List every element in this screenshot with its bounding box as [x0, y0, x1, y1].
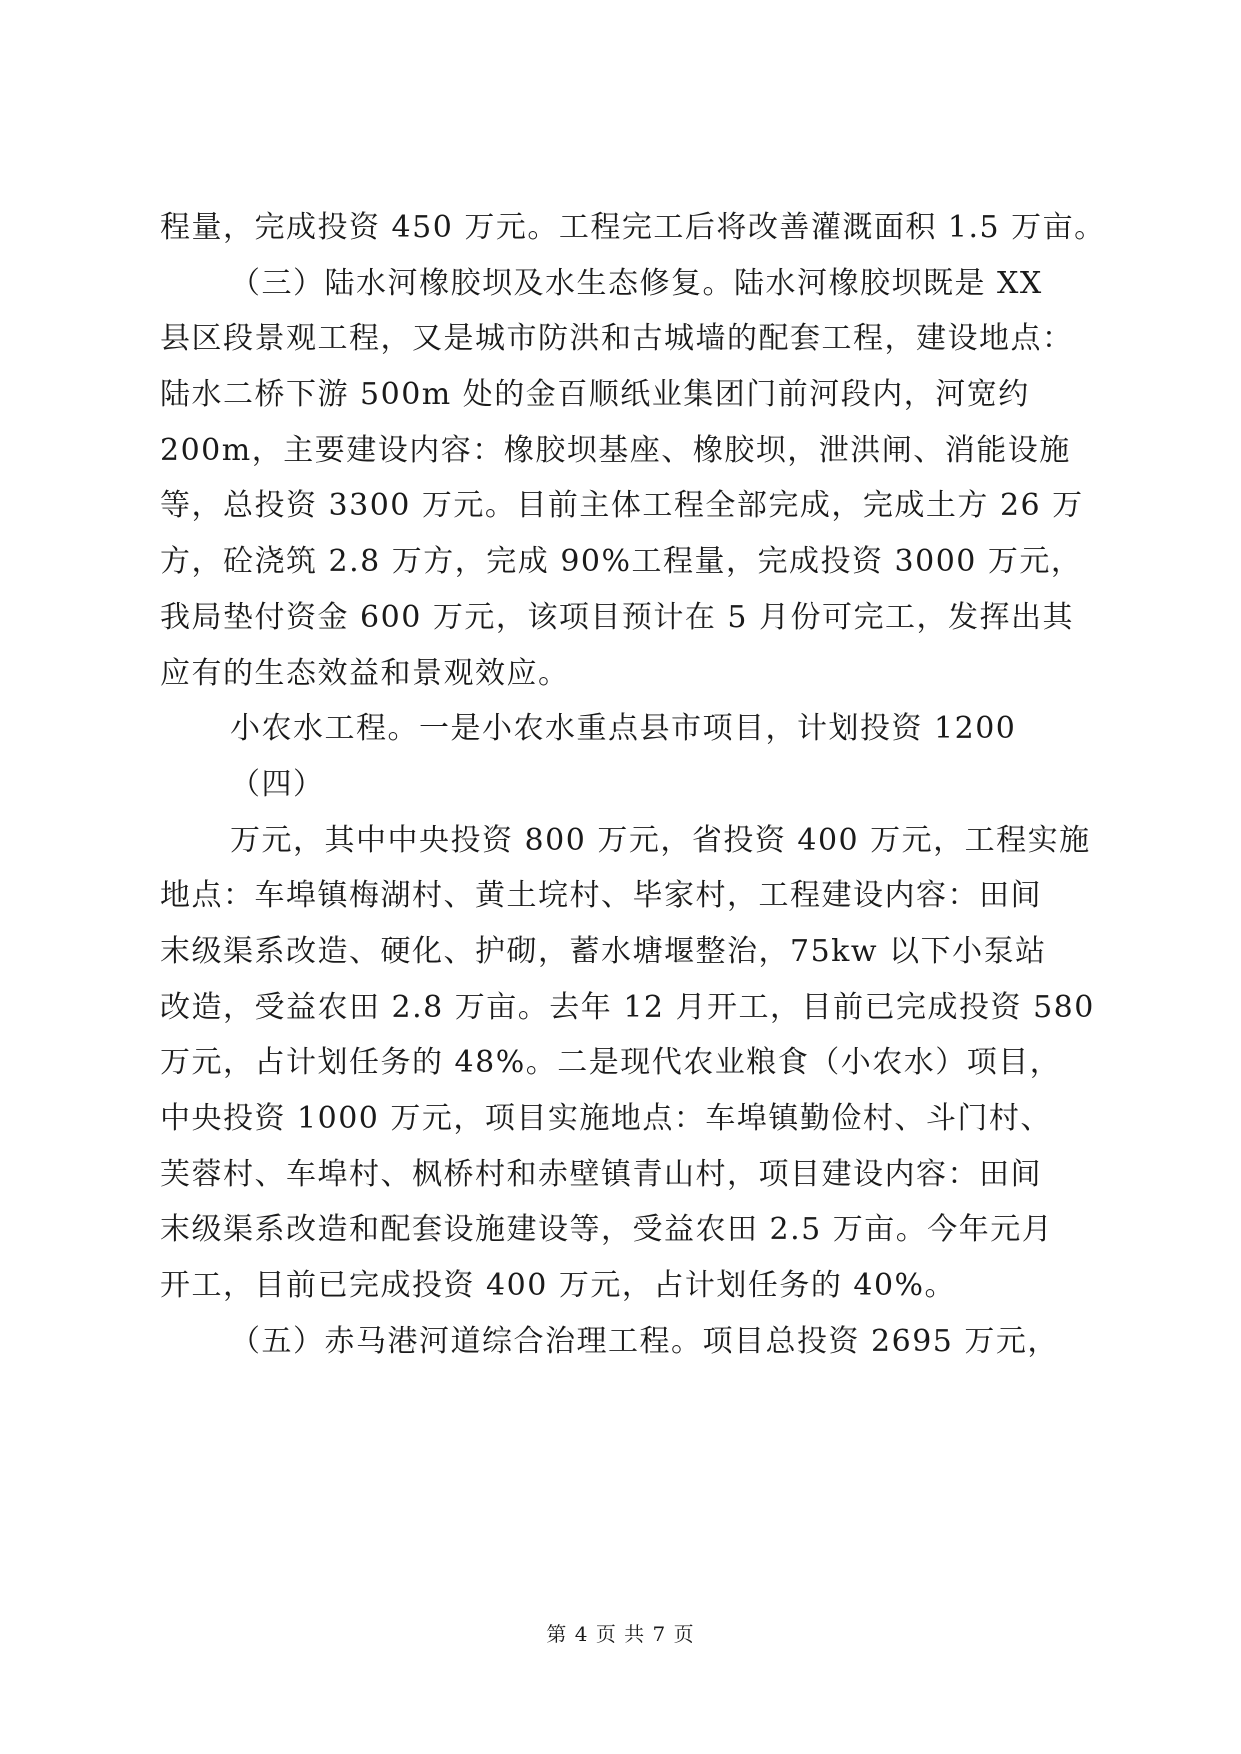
text-line: （三）陆水河橡胶坝及水生态修复。陆水河橡胶坝既是 XX: [230, 265, 1043, 301]
text-line: 地点：车埠镇梅湖村、黄土垸村、毕家村，工程建设内容：田间: [160, 878, 1042, 914]
text-line: 应有的生态效益和景观效应。: [160, 655, 570, 691]
text-line: 开工，目前已完成投资 400 万元，占计划任务的 40%。: [160, 1268, 957, 1304]
text-line: 陆水二桥下游 500m 处的金百顺纸业集团门前河段内，河宽约: [160, 377, 1030, 413]
text-line: （五）赤马港河道综合治理工程。项目总投资 2695 万元，: [230, 1323, 1059, 1359]
text-line: 方，砼浇筑 2.8 万方，完成 90%工程量，完成投资 3000 万元，: [160, 544, 1083, 580]
text-line: 末级渠系改造和配套设施建设等，受益农田 2.5 万亩。今年元月: [160, 1212, 1054, 1248]
text-line: 万元，其中中央投资 800 万元，省投资 400 万元，工程实施: [230, 822, 1091, 858]
text-line: 程量，完成投资 450 万元。工程完工后将改善灌溉面积 1.5 万亩。: [160, 210, 1106, 245]
page-footer: 第 4 页 共 7 页: [546, 1622, 695, 1646]
text-line: 改造，受益农田 2.8 万亩。去年 12 月开工，目前已完成投资 580: [160, 989, 1095, 1025]
text-line: 芙蓉村、车埠村、枫桥村和赤壁镇青山村，项目建设内容：田间: [160, 1156, 1042, 1192]
text-line: 小农水工程。一是小农水重点县市项目，计划投资 1200: [230, 711, 1017, 747]
text-line: 万元，占计划任务的 48%。二是现代农业粮食（小农水）项目，: [160, 1045, 1062, 1081]
text-line: （四）: [230, 766, 325, 802]
text-line: 末级渠系改造、硬化、护砌，蓄水塘堰整治，75kw 以下小泵站: [160, 933, 1047, 969]
text-line: 等，总投资 3300 万元。目前主体工程全部完成，完成土方 26 万: [160, 488, 1084, 524]
text-line: 200m，主要建设内容：橡胶坝基座、橡胶坝，泄洪闸、消能设施: [160, 432, 1071, 468]
text-line: 中央投资 1000 万元，项目实施地点：车埠镇勤俭村、斗门村、: [160, 1101, 1052, 1136]
text-line: 我局垫付资金 600 万元，该项目预计在 5 月份可完工，发挥出其: [160, 599, 1074, 635]
document-body: [160, 200, 1106, 1369]
text-line: 县区段景观工程，又是城市防洪和古城墙的配套工程，建设地点：: [160, 321, 1074, 357]
